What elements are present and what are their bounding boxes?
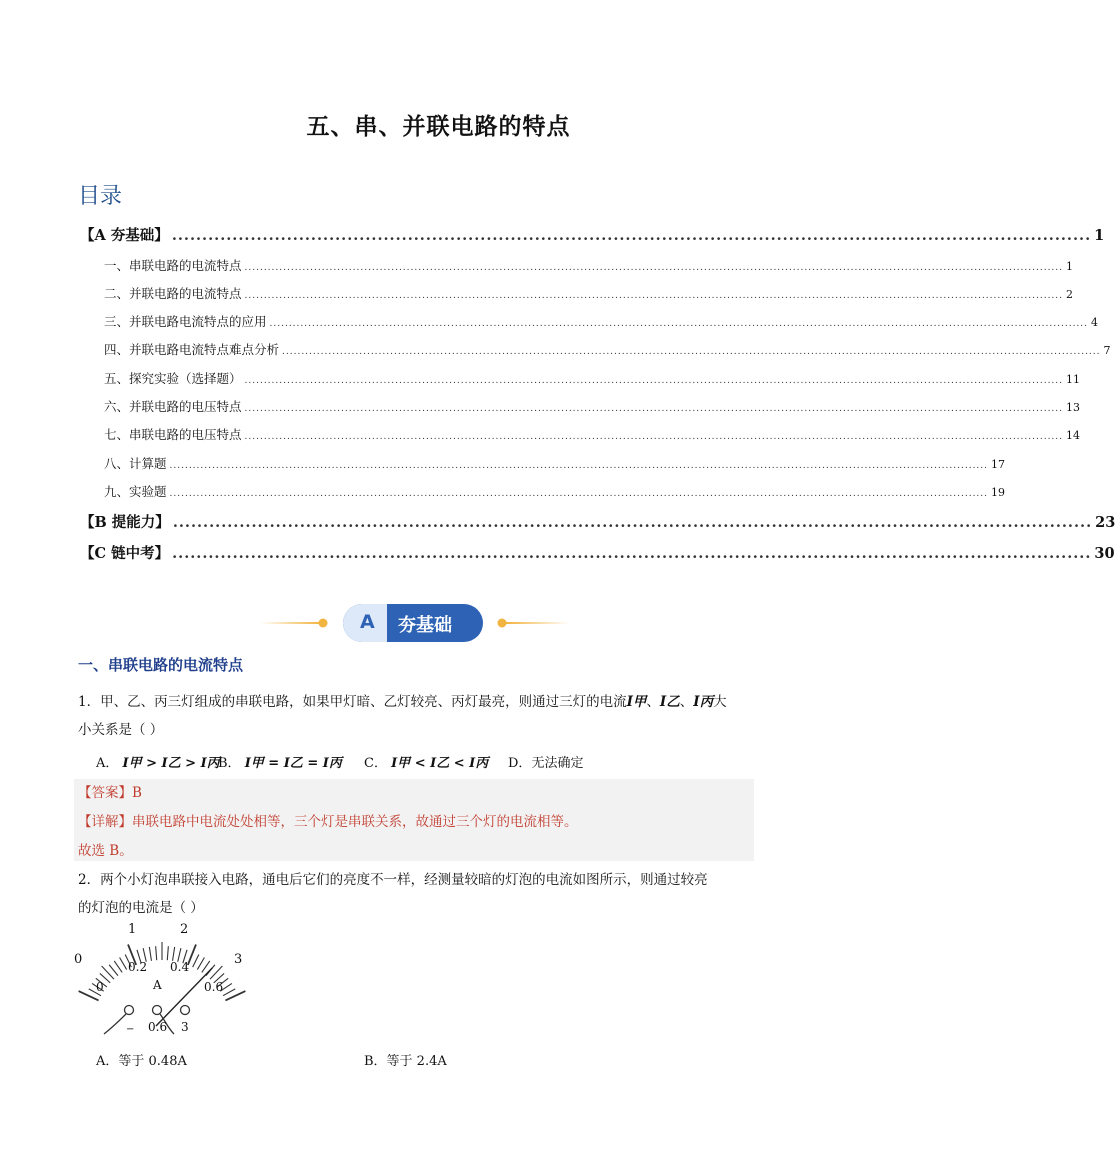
toc-entry-label: 六、并联电路的电压特点 (104, 399, 242, 414)
toc-entry-page: 7 (1103, 344, 1111, 357)
toc-entry-page: 1 (1066, 260, 1074, 273)
conclusion: 故选 B。 (78, 843, 133, 859)
toc-entry-label: 二、并联电路的电流特点 (104, 286, 242, 301)
toc-entry[interactable] (104, 340, 1111, 358)
toc-entry-page: 13 (1066, 401, 1081, 414)
toc-entry[interactable] (80, 511, 1115, 532)
option-text: 无法确定 (531, 756, 584, 771)
option-text: I甲 < I乙 < I丙 (391, 756, 489, 771)
toc-leader: .................................................................................................................................................................................................................... (269, 319, 1089, 329)
explanation (78, 810, 578, 830)
dial-pointer (156, 968, 212, 1026)
current-symbol: I甲 (626, 694, 647, 710)
option-text: I甲 > I乙 > I丙 (122, 756, 220, 771)
toc-entry-page: 4 (1091, 316, 1099, 329)
inner-scale-label: 0.2 (128, 960, 148, 974)
terminal-post (181, 1006, 190, 1015)
q2-option-a[interactable]: A．等于 0.48A (96, 1054, 187, 1069)
question-2-text (78, 866, 754, 922)
toc-entry-label: 一、串联电路的电流特点 (104, 258, 242, 273)
option-label: D． (508, 756, 532, 771)
option-label: A． (96, 756, 119, 771)
terminal-label: − (126, 1024, 135, 1035)
terminal-label: 3 (181, 1020, 189, 1034)
current-symbol: I丙 (693, 694, 714, 710)
toc-entry-page: 17 (991, 458, 1006, 471)
toc-entry-label: 八、计算题 (104, 456, 167, 471)
q2-option-b[interactable]: B．等于 2.4A (364, 1054, 447, 1069)
terminal-label: 0.6 (148, 1020, 168, 1034)
toc-entry-label: 三、并联电路电流特点的应用 (104, 314, 267, 329)
option-label: B． (218, 756, 241, 771)
dial-tick (114, 961, 122, 973)
dial-tick (193, 955, 199, 968)
outer-scale-label: 0 (74, 952, 83, 967)
unit-label: A (153, 978, 162, 992)
toc-entry[interactable] (104, 454, 1006, 472)
dial-tick (109, 965, 118, 976)
q1-option-c[interactable] (364, 752, 488, 771)
toc-leader: .................................................................................................................................................................................................................... (282, 347, 1101, 357)
explanation-text: 串联电路中电流处处相等，三个灯是串联关系，故通过三个灯的电流相等。 (132, 814, 578, 830)
toc-leader: .................................................................................................................................................................................................................... (169, 461, 989, 471)
toc-entry[interactable] (104, 312, 1099, 330)
toc-leader: .................................................................................................................................................................................................................... (244, 263, 1064, 273)
toc-leader: ........................................................................................................................................................ (172, 545, 1092, 562)
terminal-post (125, 1006, 134, 1015)
dial-tick (167, 946, 168, 960)
dial-tick (197, 957, 204, 969)
dial-tick (149, 947, 151, 961)
toc-entry[interactable] (104, 369, 1081, 387)
q2-text-a: 2．两个小灯泡串联接入电路，通电后它们的亮度不一样，经测量较暗的灯泡的电流如图所示，则通过较亮 (78, 872, 708, 888)
outer-scale-label: 1 (128, 922, 137, 937)
toc-entry[interactable] (104, 284, 1074, 302)
toc-entry[interactable] (104, 397, 1081, 415)
toc-entry-label: 【B 提能力】 (80, 514, 170, 531)
toc-entry-page: 1 (1094, 227, 1105, 244)
dial-tick (223, 989, 235, 996)
current-symbol: I乙 (659, 694, 680, 710)
toc-entry-label: 九、实验题 (104, 484, 167, 499)
toc-entry[interactable] (104, 482, 1006, 500)
toc-leader: ........................................................................................................................................................ (172, 514, 1093, 531)
question-1-text: 1．甲、乙、丙三灯组成的串联电路，如果甲灯暗、乙灯较亮、丙灯最亮，则通过三灯的电流I甲、I乙、I丙大 小关系是（ ） (78, 694, 727, 738)
answer: 【答案】B (78, 785, 142, 801)
q2-text-b: 的灯泡的电流是（ ） (78, 900, 204, 916)
dial-tick (120, 957, 127, 969)
section-banner (260, 603, 570, 643)
toc-entry-page: 11 (1066, 373, 1081, 386)
toc-entry-label: 【A 夯基础】 (80, 227, 169, 244)
inner-scale-label: 0 (96, 980, 104, 994)
wire (104, 1014, 126, 1034)
page-title: 五、串、并联电路的特点 (306, 114, 571, 140)
toc-heading: 目录 (78, 184, 123, 209)
q1-text-a: 1．甲、乙、丙三灯组成的串联电路，如果甲灯暗、乙灯较亮、丙灯最亮，则通过三灯的电流 (78, 694, 627, 710)
toc-leader: ........................................................................................................................................................ (171, 227, 1092, 244)
toc-entry[interactable] (80, 224, 1105, 245)
dial-tick (173, 947, 175, 961)
toc-leader: .................................................................................................................................................................................................................... (169, 489, 989, 499)
q1-text-c: 小关系是（ ） (78, 722, 164, 738)
toc-entry[interactable] (104, 425, 1081, 443)
toc-entry-label: 五、探究实验（选择题） (104, 371, 242, 386)
toc-entry-label: 七、串联电路的电压特点 (104, 427, 242, 442)
dial-tick (202, 961, 210, 973)
dial-tick (156, 946, 157, 960)
section-heading: 一、串联电路的电流特点 (78, 656, 244, 674)
ammeter-figure (74, 922, 250, 1042)
banner-letter: A (360, 611, 375, 633)
inner-scale-label: 0.4 (170, 960, 190, 974)
toc-entry[interactable] (80, 542, 1115, 563)
toc-entry-page: 23 (1095, 514, 1115, 531)
toc-leader: .................................................................................................................................................................................................................... (244, 404, 1064, 414)
toc-entry-page: 14 (1066, 429, 1081, 442)
outer-scale-label: 3 (234, 952, 243, 967)
toc-entry-label: 四、并联电路电流特点难点分析 (104, 342, 280, 357)
explanation-label: 【详解】 (78, 814, 132, 830)
q1-option-a[interactable] (96, 752, 220, 771)
toc-leader: .................................................................................................................................................................................................................... (244, 376, 1064, 386)
outer-scale-label: 2 (180, 922, 189, 937)
toc-leader: .................................................................................................................................................................................................................... (244, 291, 1064, 301)
option-text: I甲 = I乙 = I丙 (244, 756, 342, 771)
toc-entry[interactable] (104, 256, 1074, 274)
option-label: C． (364, 756, 387, 771)
q1-option-d[interactable] (508, 752, 583, 771)
toc-entry-page: 2 (1066, 288, 1074, 301)
inner-scale-label: 0.6 (204, 980, 224, 994)
terminal-post (153, 1006, 162, 1015)
q1-text-b: 大 (713, 694, 727, 710)
toc-leader: .................................................................................................................................................................................................................... (244, 432, 1064, 442)
toc-entry-label: 【C 链中考】 (80, 545, 170, 562)
q1-option-b[interactable] (218, 752, 342, 771)
banner-text: 夯基础 (398, 615, 452, 636)
toc-entry-page: 19 (991, 486, 1006, 499)
toc-entry-page: 30 (1094, 545, 1115, 562)
